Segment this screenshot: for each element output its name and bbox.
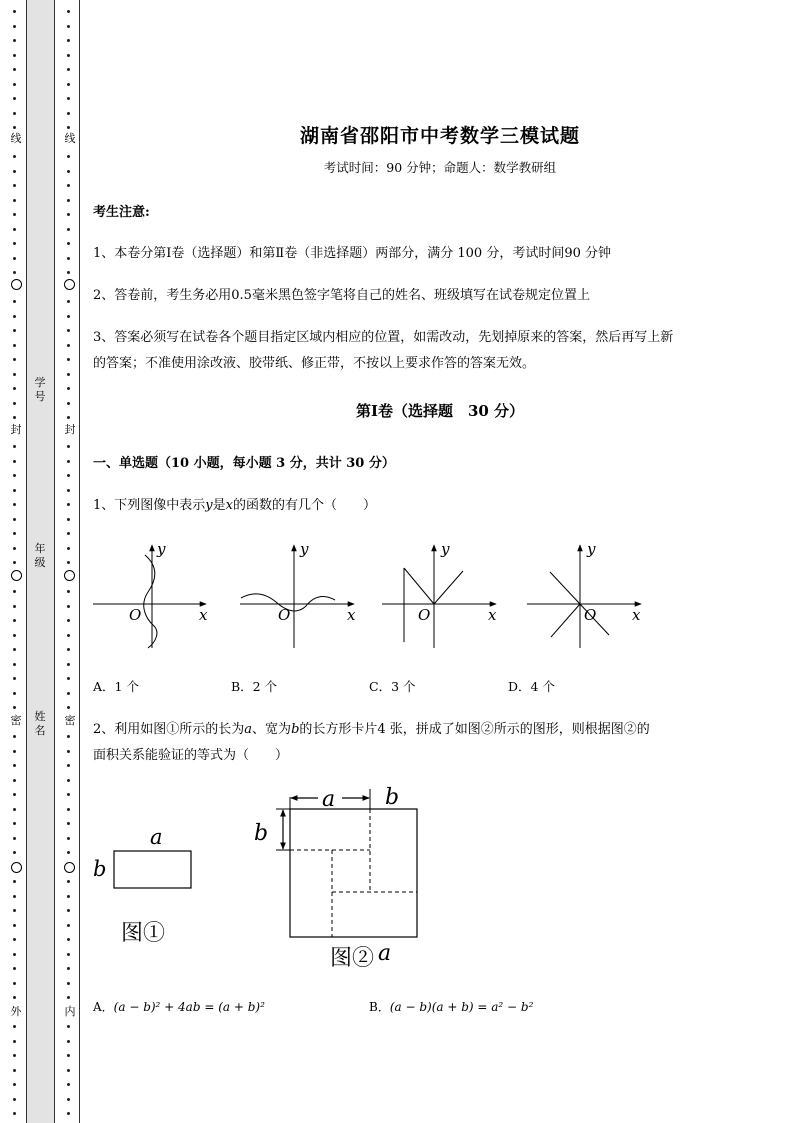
- page-title: 湖南省邵阳市中考数学三模试题: [299, 125, 580, 147]
- outer-mark-line: 线: [10, 132, 22, 145]
- graph-2-y-label: y: [300, 540, 309, 558]
- inner-mark-line: 线: [64, 132, 76, 145]
- graph-4-y-label: y: [587, 540, 596, 558]
- q2-option-a-prefix: A．: [93, 1000, 114, 1014]
- q2-option-a: [93, 998, 265, 1015]
- q2-stem-part-a: 2、利用如图①所示的长为: [93, 722, 245, 737]
- q1-stem-part-b: 是: [212, 498, 226, 513]
- q2-option-b-formula: (a − b)(a + b) = a² − b²: [389, 1000, 534, 1014]
- grade-field-label: 年级: [34, 542, 46, 569]
- outer-mark-outside: 外: [10, 1005, 22, 1018]
- question-2-stem-line-2: 面积关系能验证的等式为（ ）: [93, 748, 289, 763]
- fig1-label-a: a: [150, 825, 163, 849]
- graph-4-x-label: x: [632, 606, 641, 624]
- exam-subtitle: 考试时间：90 分钟；命题人：数学教研组: [323, 160, 557, 175]
- q2-option-b: [369, 998, 533, 1015]
- graph-1-y-label: y: [157, 540, 166, 558]
- graph-3-origin-label: O: [418, 606, 431, 624]
- q2-stem-part-c: 的长方形卡片4 张，拼成了如图②所示的图形，则根据图②的: [299, 722, 650, 737]
- q1-var-x: x: [225, 498, 233, 513]
- fig2-label-b-top: b: [385, 785, 400, 810]
- fig1-caption: 图①: [121, 921, 166, 946]
- notice-item-3-line-1: 3、答案必须写在试卷各个题目指定区域内相应的位置，如需改动，先划掉原来的答案，然后再写上新: [93, 330, 674, 345]
- q1-var-y: y: [205, 498, 213, 513]
- fig2-dashed-lines: [290, 809, 417, 937]
- section-title: 第Ⅰ卷（选择题 30 分）: [355, 402, 525, 420]
- outer-mark-secret: 密: [10, 714, 22, 727]
- q2-option-a-formula: (a − b)² + 4ab = (a + b)²: [113, 1000, 265, 1014]
- q2-stem-part-b: 、宽为: [252, 722, 292, 737]
- q1-option-d: D．4 个: [508, 679, 555, 694]
- q2-var-a: a: [244, 722, 253, 737]
- inner-mark-seal: 封: [64, 423, 76, 436]
- fig1-rectangle: [114, 851, 191, 888]
- notice-item-2: 2、答卷前，考生务必用0.5毫米黑色签字笔将自己的姓名、班级填写在试卷规定位置上: [93, 288, 590, 303]
- notice-item-3-line-2: 的答案；不准使用涂改液、胶带纸、修正带，不按以上要求作答的答案无效。: [93, 356, 536, 371]
- student-id-field-label: 学号: [34, 376, 46, 403]
- graph-1-x-label: x: [199, 606, 208, 624]
- fig2-label-b-left: b: [254, 821, 269, 846]
- graph-3-y-label: y: [441, 540, 450, 558]
- graph-3-x-label: x: [488, 606, 497, 624]
- fig2-label-a-top: a: [322, 787, 336, 812]
- graph-4-origin-label: O: [584, 606, 597, 624]
- inner-mark-inside: 内: [64, 1005, 76, 1018]
- notice-heading: 考生注意:: [93, 205, 150, 220]
- q1-option-a: A．1 个: [93, 679, 139, 694]
- q1-stem-part-a: 1、下列图像中表示: [93, 498, 206, 513]
- q1-stem-part-c: 的函数的有几个（ ）: [233, 498, 377, 513]
- notice-item-1: 1、本卷分第Ⅰ卷（选择题）和第Ⅱ卷（非选择题）两部分，满分 100 分，考试时间90 分钟: [93, 246, 611, 261]
- graph-2-x-label: x: [347, 606, 356, 624]
- fig2-caption: 图②: [330, 946, 375, 971]
- part-heading: 一、单选题（10 小题，每小题 3 分，共计 30 分）: [93, 456, 395, 471]
- graph-1-origin-label: O: [129, 606, 142, 624]
- fig2-label-a-bottom: a: [378, 941, 392, 966]
- fig2-square: [290, 809, 417, 937]
- inner-mark-secret: 密: [64, 714, 76, 727]
- q2-var-b: b: [291, 722, 300, 737]
- graph-2-origin-label: O: [278, 606, 291, 624]
- outer-mark-seal: 封: [10, 423, 22, 436]
- q1-option-b: B．2 个: [231, 679, 278, 694]
- name-field-label: 姓名: [34, 710, 46, 737]
- q2-option-b-prefix: B．: [369, 1000, 390, 1014]
- q1-option-c: C．3 个: [369, 679, 416, 694]
- fig1-label-b: b: [93, 857, 107, 881]
